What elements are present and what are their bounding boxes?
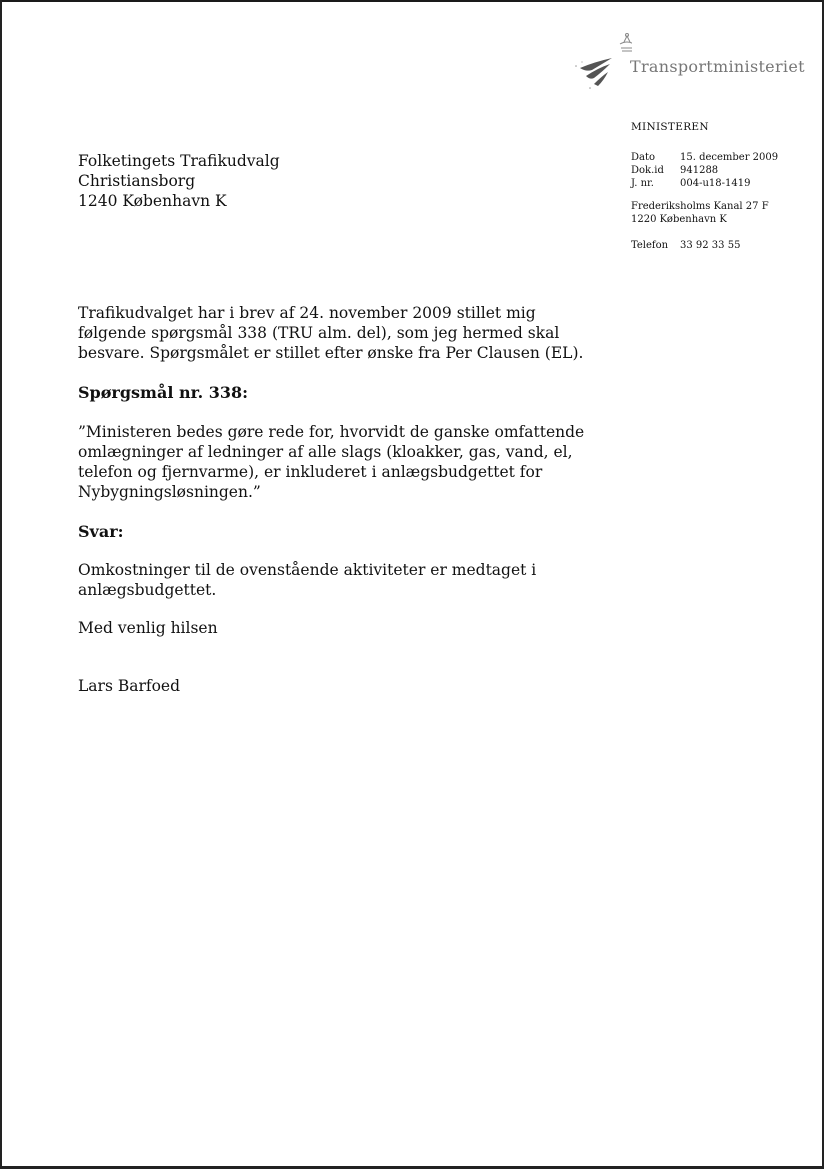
meta-value: 15. december 2009 <box>680 152 779 163</box>
question-text: ”Ministeren bedes gøre rede for, hvorvidt de ganske omfattende omlægninger af ledninger af alle slags (kloakker, gas, vand, el, telefon og fjernvarme), er inkluderet i anlægsbudgettet for Nybygningsløsningen.” <box>78 423 585 501</box>
question-heading: Spørgsmål nr. 338: <box>78 383 249 402</box>
ministry-logo <box>572 32 805 94</box>
phone-value: 33 92 33 55 <box>680 240 741 251</box>
ministry-name: Transportministeriet <box>630 57 805 76</box>
meta-value: 004-u18-1419 <box>680 178 751 189</box>
meta-row-jnr <box>631 177 778 190</box>
answer-text: Omkostninger til de ovenstående aktiviteter er medtaget i anlægsbudgettet. <box>78 561 537 599</box>
meta-row-date <box>631 151 778 164</box>
meta-row-dokid <box>631 164 778 177</box>
closing-greeting: Med venlig hilsen <box>78 619 218 637</box>
recipient-address <box>78 151 280 211</box>
document-meta <box>631 151 778 190</box>
recipient-line: 1240 København K <box>78 192 227 210</box>
meta-label: J. nr. <box>631 178 654 189</box>
recipient-line: Christiansborg <box>78 172 196 190</box>
sender-address-line: Frederiksholms Kanal 27 F <box>631 201 769 212</box>
department-label: MINISTEREN <box>631 121 709 133</box>
recipient-line: Folketingets Trafikudvalg <box>78 152 280 170</box>
top-border-line <box>0 0 824 2</box>
meta-label: Dok.id <box>631 165 664 176</box>
signature-name: Lars Barfoed <box>78 677 181 695</box>
sender-address <box>631 200 769 226</box>
sender-address-line: 1220 København K <box>631 214 727 225</box>
meta-label: Dato <box>631 152 656 163</box>
letter-body <box>78 303 598 696</box>
sender-phone <box>631 240 740 251</box>
left-border-line <box>0 0 2 1169</box>
answer-heading: Svar: <box>78 522 124 541</box>
intro-paragraph: Trafikudvalget har i brev af 24. november 2009 stillet mig følgende spørgsmål 338 (TRU alm. del), som jeg hermed skal besvare. Spørgsmålet er stillet efter ønske fra Per Clausen (EL). <box>78 304 584 362</box>
crown-emblem-icon <box>572 32 632 94</box>
phone-label: Telefon <box>631 240 669 251</box>
meta-value: 941288 <box>680 165 719 176</box>
